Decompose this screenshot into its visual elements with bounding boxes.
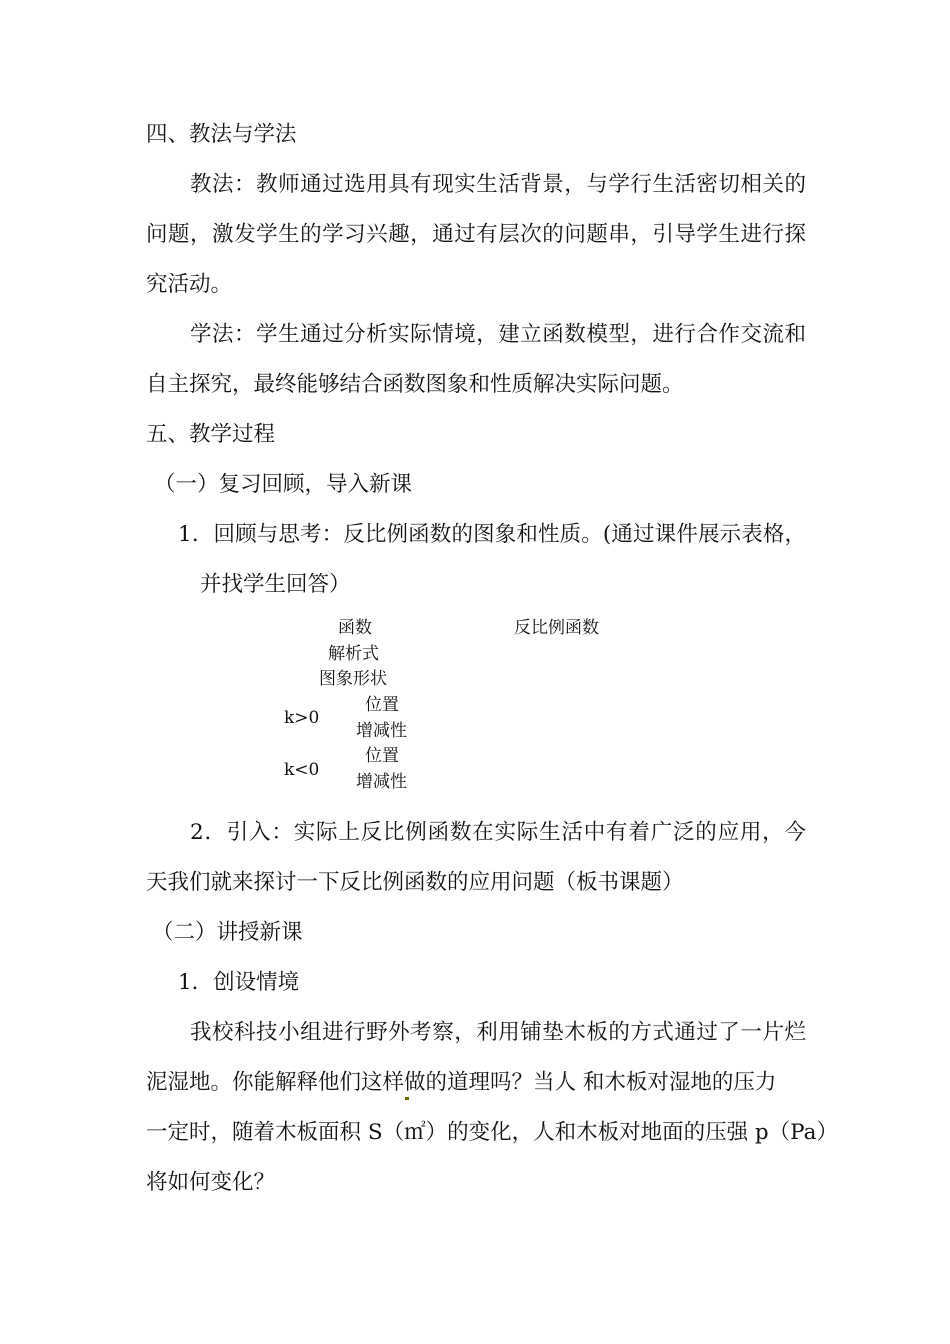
- table-header-function: 函数: [338, 618, 372, 638]
- table-row-shape: 图象形状: [319, 669, 387, 689]
- scenario-line-1: 我校科技小组进行野外考察，利用铺垫木板的方式通过了一片烂: [190, 1020, 806, 1045]
- item-1-line-2: 并找学生回答）: [200, 572, 351, 597]
- scenario-line-2-part-a: 泥湿地。你能解释他们这样: [146, 1070, 405, 1095]
- table-row-expression: 解析式: [328, 644, 379, 664]
- teaching-method-line-3: 究活动。: [146, 272, 233, 297]
- teaching-method-line-2: 问题，激发学生的学习兴趣，通过有层次的问题串，引导学生进行探: [146, 222, 806, 247]
- scenario-line-4: 将如何变化？: [146, 1170, 276, 1195]
- scenario-line-2-part-b: 的道理吗？当人 和木板对湿地的压力: [425, 1070, 777, 1095]
- scenario-line-2-marked-char: 做: [404, 1068, 426, 1098]
- item-1-line-1: 1．回顾与思考：反比例函数的图象和性质。(通过课件展示表格，: [178, 522, 806, 547]
- teaching-method-line-1: 教法：教师通过选用具有现实生活背景，与学行生活密切相关的: [190, 172, 806, 197]
- learning-method-line-2: 自主探究，最终能够结合函数图象和性质解决实际问题。: [146, 372, 684, 397]
- table-row-monotonic-k-pos: 增减性: [356, 721, 407, 741]
- table-label-k-positive: k>0: [284, 708, 320, 728]
- subsection-1-heading: 1．创设情境: [178, 970, 300, 995]
- item-2-line-1: 2．引入：实际上反比例函数在实际生活中有着广泛的应用，今: [190, 820, 806, 845]
- part-2-heading: （二）讲授新课: [152, 920, 303, 945]
- table-header-inverse-function: 反比例函数: [514, 618, 599, 638]
- part-1-heading: （一）复习回顾，导入新课: [154, 472, 413, 497]
- section-4-heading: 四、教法与学法: [146, 122, 297, 147]
- table-row-position-k-neg: 位置: [365, 746, 399, 766]
- scenario-line-2: [146, 1068, 806, 1098]
- table-row-monotonic-k-neg: 增减性: [356, 772, 407, 792]
- table-label-k-negative: k<0: [284, 760, 320, 780]
- learning-method-line-1: 学法：学生通过分析实际情境，建立函数模型，进行合作交流和: [190, 322, 806, 347]
- table-row-position-k-pos: 位置: [365, 695, 399, 715]
- section-5-heading: 五、教学过程: [146, 422, 276, 447]
- item-2-line-2: 天我们就来探讨一下反比例函数的应用问题（板书课题）: [146, 870, 684, 895]
- scenario-line-3: 一定时，随着木板面积 S（㎡）的变化，人和木板对地面的压强 p（Pa）: [146, 1120, 838, 1145]
